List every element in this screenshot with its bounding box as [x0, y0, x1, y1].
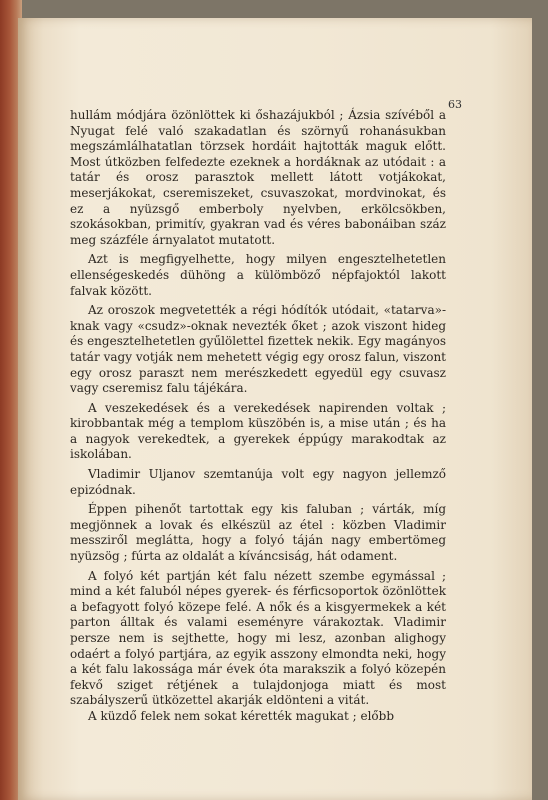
paragraph: Az oroszok megvetették a régi hódítók utódait, «tatarva»-knak vagy «csudz»-oknak nevezték őket ; azok viszont hideg és engesztelhetetlen gyűlölettel fizettek nekik. Egy magányos tatár vagy votják nem mehetett végig egy orosz falun, viszont egy orosz paraszt nem merészkedett egyedül egy csuvasz vagy cseremisz falu tájékára.	[70, 303, 446, 396]
paragraph: A küzdő felek nem sokat kérették magukat ; előbb	[88, 708, 394, 723]
paragraph: Vladimir Uljanov szemtanúja volt egy nagyon jellemző epizódnak.	[70, 467, 446, 497]
paragraph: A veszekedések és a verekedések napirenden voltak ; kirobbantak még a templom küszöbén is, a mise után ; és ha a nagyok verekedtek, a gyerekek éppúgy marakodtak az iskolában.	[70, 400, 446, 462]
paragraph: A folyó két partján két falu nézett szembe egymással ; mind a két faluból népes gyerek- és férficsoportok özönlöttek a befagyott folyó közepe felé. A nők és a kisgyermekek a két parton álltak és valami eseményre várakoztak. Vladimir persze nem is sejthette, hogy mi lesz, azonban alighogy odaért a folyó partjára, az egyik asszony elmondta neki, hogy a két falu lakossága már évek óta marakszik a folyó közepén fekvő sziget rétjének a tulajdonjoga miatt és most szabályszerű ütközettel akarják eldönteni a vitát.	[70, 568, 446, 708]
page-text	[70, 108, 446, 725]
paragraph: Azt is megfigyelhette, hogy milyen engesztelhetetlen ellenségeskedés dühöng a külömböző népfajoktól lakott falvak között.	[70, 252, 446, 298]
paragraph: Éppen pihenőt tartottak egy kis faluban ; várták, míg megjönnek a lovak és elkészül az étel : közben Vladimir messziről meglátta, hogy a folyó táján nagy embertömeg nyüzsög ; fúrta az oldalát a kíváncsiság, hát odament.	[70, 502, 446, 564]
page-number: 63	[448, 98, 462, 111]
paragraph: hullám módjára özönlöttek ki őshazájukból ; Ázsia szívéből a Nyugat felé való szakadatlan és szörnyű rohanásukban megszámlálhatatlan törzsek hordáit hajtották maguk előtt. Most útközben felfedezte ezeknek a hordáknak az utódait : a tatár és orosz parasztok mellett látott votjákokat, meserjákokat, cseremiszeket, csuvaszokat, mordvinokat, és ez a nyüzsgő emberboly nyelvben, erkölcsökben, szokásokban, primitív, gyakran vad és véres babonáiban száz meg százféle árnyalatot mutatott.	[70, 108, 446, 247]
